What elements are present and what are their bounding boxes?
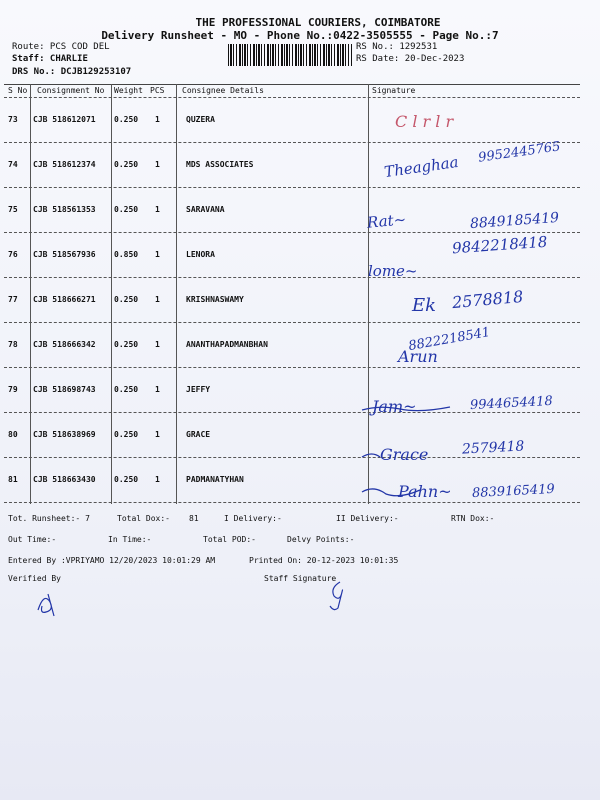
row-weight: 0.250 <box>114 295 139 304</box>
row-sno: 74 <box>8 160 18 169</box>
row-consignment: CJB 518567936 <box>33 250 96 259</box>
row-sno: 81 <box>8 475 18 484</box>
col-signature: Signature <box>372 86 416 95</box>
row-weight: 0.250 <box>114 160 139 169</box>
row-consignment: CJB 518561353 <box>33 205 96 214</box>
row-consignee: JEFFY <box>186 385 211 394</box>
row-pcs: 1 <box>155 475 160 484</box>
handwritten-signature: Ek <box>412 295 437 316</box>
handwritten-signature: C l r l r <box>395 112 454 131</box>
handwritten-signature: Jam~ <box>372 397 417 416</box>
handwritten-phone: 9944654418 <box>469 393 554 414</box>
col-sno: S No <box>8 86 28 95</box>
row-pcs: 1 <box>155 295 160 304</box>
row-consignee: LENORA <box>186 250 215 259</box>
rtn-dox: RTN Dox:- <box>451 514 495 523</box>
handwritten-phone: 8849185419 <box>469 209 560 233</box>
table-row <box>4 97 580 143</box>
row-weight: 0.250 <box>114 475 139 484</box>
row-sno: 75 <box>8 205 18 214</box>
row-consignment: CJB 518666271 <box>33 295 96 304</box>
handwritten-phone: 9952445765 <box>477 139 562 166</box>
row-weight: 0.850 <box>114 250 139 259</box>
row-consignment: CJB 518638969 <box>33 430 96 439</box>
handwritten-signature: Pahn~ <box>398 482 452 501</box>
row-weight: 0.250 <box>114 430 139 439</box>
col-consignee: Consignee Details <box>182 86 264 95</box>
handwritten-signature: Theaghaa <box>383 152 460 182</box>
handwritten-phone: 8839165419 <box>471 481 556 502</box>
handwritten-signature: Grace <box>380 445 429 464</box>
out-time: Out Time:- <box>8 535 57 544</box>
row-weight: 0.250 <box>114 340 139 349</box>
row-pcs: 1 <box>155 205 160 214</box>
staff-signature-scribble <box>324 578 350 614</box>
total-pod: Total POD:- <box>203 535 256 544</box>
verifier-initials-scribble <box>34 588 60 618</box>
row-sno: 77 <box>8 295 18 304</box>
col-weight: Weight <box>114 86 143 95</box>
verified-by: Verified By <box>8 574 61 583</box>
row-pcs: 1 <box>155 250 160 259</box>
row-sno: 79 <box>8 385 18 394</box>
row-pcs: 1 <box>155 115 160 124</box>
row-sno: 76 <box>8 250 18 259</box>
row-pcs: 1 <box>155 430 160 439</box>
row-consignment: CJB 518612071 <box>33 115 96 124</box>
ii-delivery: II Delivery:- <box>336 514 399 523</box>
tot-runsheet: Tot. Runsheet:- 7 <box>8 514 90 523</box>
rs-number: RS No.: 1292531 <box>356 42 438 52</box>
row-consignee: SARAVANA <box>186 205 225 214</box>
total-dox-label: Total Dox:- <box>117 514 170 523</box>
in-time: In Time:- <box>108 535 152 544</box>
col-consignment: Consignment No <box>37 86 105 95</box>
total-dox-value: 81 <box>189 514 199 523</box>
rs-date: RS Date: 20-Dec-2023 <box>356 54 465 64</box>
handwritten-signature: lome~ <box>368 262 418 280</box>
printed-on: Printed On: 20-12-2023 10:01:35 <box>249 556 399 565</box>
row-weight: 0.250 <box>114 205 139 214</box>
i-delivery: I Delivery:- <box>224 514 282 523</box>
staff-signature-label: Staff Signature <box>264 574 337 583</box>
col-pcs: PCS <box>150 86 165 95</box>
handwritten-phone: 2578818 <box>451 286 524 313</box>
drs-number: DRS No.: DCJB129253107 <box>12 67 132 77</box>
handwritten-phone: 2579418 <box>461 438 525 458</box>
barcode-image <box>228 44 352 66</box>
table-row <box>4 322 580 368</box>
staff-label: Staff: CHARLIE <box>12 54 88 64</box>
row-sno: 73 <box>8 115 18 124</box>
row-consignment: CJB 518698743 <box>33 385 96 394</box>
row-consignee: MDS ASSOCIATES <box>186 160 254 169</box>
row-pcs: 1 <box>155 160 160 169</box>
handwritten-phone: 9842218418 <box>451 232 548 258</box>
delvy-points: Delvy Points:- <box>287 535 355 544</box>
row-consignee: KRISHNASWAMY <box>186 295 244 304</box>
handwritten-signature: Rat~ <box>366 210 407 232</box>
row-consignee: PADMANATYHAN <box>186 475 244 484</box>
signature-scribble <box>360 395 590 505</box>
row-consignment: CJB 518663430 <box>33 475 96 484</box>
route-label: Route: PCS COD DEL <box>12 42 110 52</box>
runsheet-subtitle: Delivery Runsheet - MO - Phone No.:0422-3505555 - Page No.:7 <box>101 29 499 42</box>
row-pcs: 1 <box>155 385 160 394</box>
row-sno: 80 <box>8 430 18 439</box>
table-header <box>4 84 580 98</box>
row-consignee: QUZERA <box>186 115 215 124</box>
row-consignment: CJB 518666342 <box>33 340 96 349</box>
row-consignee: GRACE <box>186 430 211 439</box>
company-title: THE PROFESSIONAL COURIERS, COIMBATORE <box>195 16 441 29</box>
row-pcs: 1 <box>155 340 160 349</box>
entered-by: Entered By :VPRIYAMO 12/20/2023 10:01:29 AM <box>8 556 216 565</box>
handwritten-phone: 8822218541 <box>407 324 492 355</box>
row-weight: 0.250 <box>114 385 139 394</box>
row-consignment: CJB 518612374 <box>33 160 96 169</box>
handwritten-signature: Arun <box>398 347 438 366</box>
row-weight: 0.250 <box>114 115 139 124</box>
row-consignee: ANANTHAPADMANBHAN <box>186 340 268 349</box>
row-sno: 78 <box>8 340 18 349</box>
